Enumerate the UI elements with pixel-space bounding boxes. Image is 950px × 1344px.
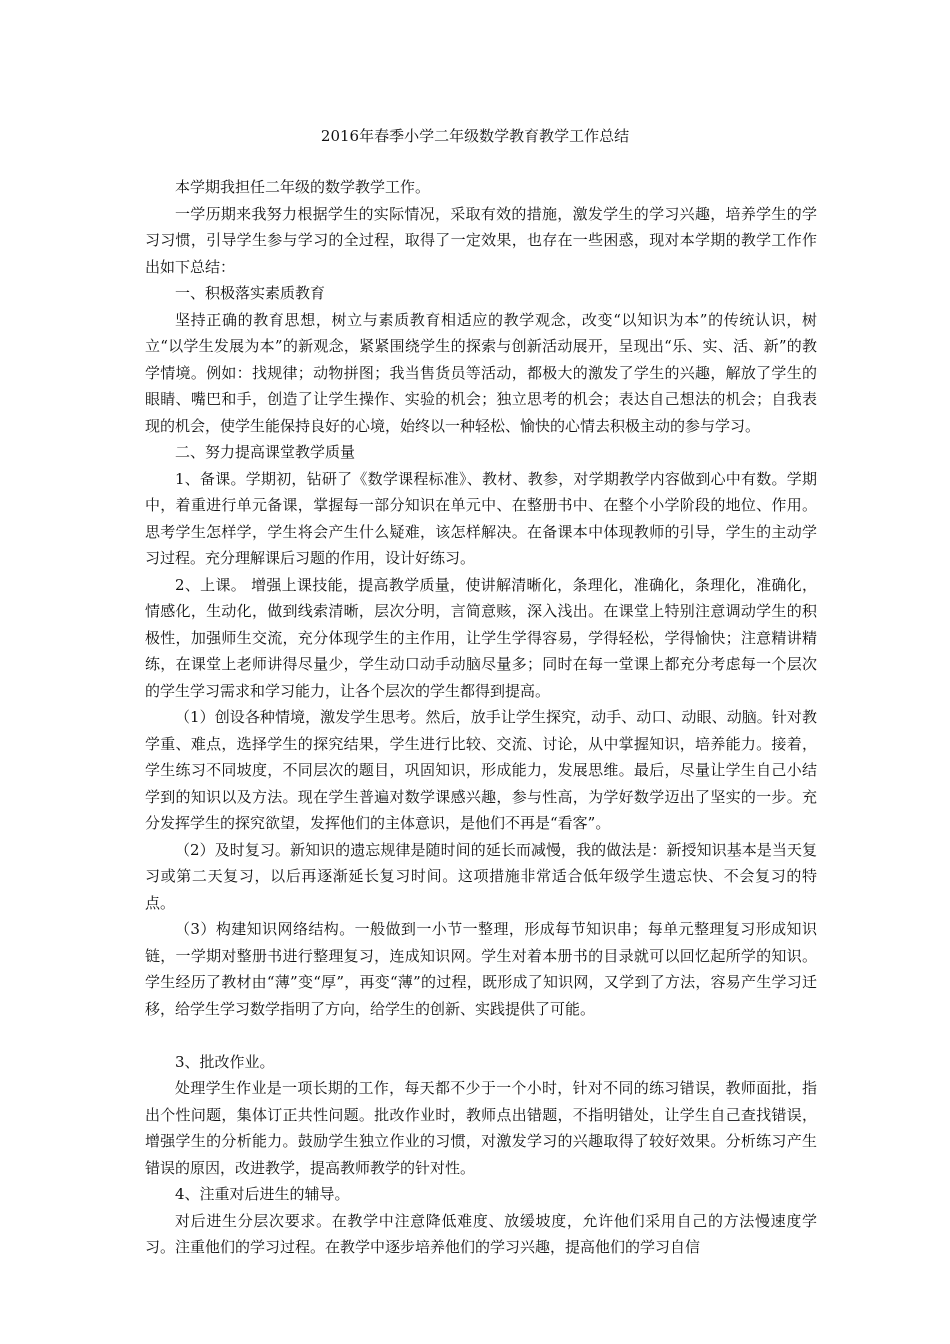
paragraph-overview: 一学历期来我努力根据学生的实际情况，采取有效的措施，激发学生的学习兴趣，培养学生的学习习惯，引导学生参与学习的全过程，取得了一定效果，也存在一些困惑，现对本学期的教学工作作出如下总结：: [145, 204, 817, 276]
document-body: [145, 174, 817, 1261]
paragraph-quality-education: 坚持正确的教育思想，树立与素质教育相适应的教学观念，改变“以知识为本”的传统认识，树立“以学生发展为本”的新观念，紧紧围绕学生的探索与创新活动展开，呈现出“乐、实、活、新”的教学情境。例如：找规律；动物拼图；我当售货员等活动，都极大的激发了学生的兴趣，解放了学生的眼睛、嘴巴和手，创造了让学生操作、实验的机会；独立思考的机会；表达自己想法的机会；自我表现的机会，使学生能保持良好的心境，始终以一种轻松、愉快的心情去积极主动的参与学习。: [145, 310, 817, 435]
paragraph-intro: 本学期我担任二年级的数学教学工作。: [175, 178, 431, 196]
subheading-tutoring: 4、注重对后进生的辅导。: [175, 1185, 350, 1203]
section-heading-1: 一、积极落实素质教育: [175, 284, 326, 302]
document-title: 2016年春季小学二年级数学教育教学工作总结: [320, 127, 630, 145]
paragraph-tutoring: 对后进生分层次要求。在教学中注意降低难度、放缓坡度，允许他们采用自己的方法慢速度学习。注重他们的学习过程。在教学中逐步培养他们的学习兴趣，提高他们的学习自信: [145, 1211, 817, 1256]
paragraph-lesson-prep: 1、备课。学期初，钻研了《数学课程标准》、教材、教参，对学期教学内容做到心中有数。学期中，着重进行单元备课，掌握每一部分知识在单元中、在整册书中、在整个小学阶段的地位、作用。思考学生怎样学，学生将会产生什么疑难，该怎样解决。在备课本中体现教师的引导，学生的主动学习过程。充分理解课后习题的作用，设计好练习。: [145, 469, 817, 567]
paragraph-teaching: 2、上课。 增强上课技能，提高教学质量，使讲解清晰化，条理化，准确化，条理化，准确化，情感化，生动化，做到线索清晰，层次分明，言简意赅，深入浅出。在课堂上特别注意调动学生的积极性，加强师生交流，充分体现学生的主作用，让学生学得容易，学得轻松，学得愉快；注意精讲精练，在课堂上老师讲得尽量少，学生动口动手动脑尽量多；同时在每一堂课上都充分考虑每一个层次的学生学习需求和学习能力，让各个层次的学生都得到提高。: [145, 575, 817, 700]
paragraph-homework: 处理学生作业是一项长期的工作，每天都不少于一个小时，针对不同的练习错误，教师面批，指出个性问题，集体订正共性问题。批改作业时，教师点出错题，不指明错处，让学生自己查找错误，增强学生的分析能力。鼓励学生独立作业的习惯，对激发学习的兴趣取得了较好效果。分析练习产生错误的原因，改进教学，提高教师教学的针对性。: [145, 1079, 817, 1177]
section-heading-2: 二、努力提高课堂教学质量: [175, 443, 356, 461]
subheading-homework: 3、批改作业。: [175, 1052, 275, 1071]
paragraph-item-3: （3）构建知识网络结构。一般做到一小节一整理，形成每节知识串；每单元整理复习形成知识链，一学期对整册书进行整理复习，连成知识网。学生对着本册书的目录就可以回忆起所学的知识。学生经历了教材由“薄”变“厚”，再变“薄”的过程，既形成了知识网，又学到了方法，容易产生学习迁移，给学生学习数学指明了方向，给学生的创新、实践提供了可能。: [145, 920, 817, 1018]
paragraph-item-2: （2）及时复习。新知识的遗忘规律是随时间的延长而减慢，我的做法是：新授知识基本是当天复习或第二天复习，以后再逐渐延长复习时间。这项措施非常适合低年级学生遗忘快、不会复习的特点。: [145, 840, 817, 912]
paragraph-item-1: （1）创设各种情境，激发学生思考。然后，放手让学生探究，动手、动口、动眼、动脑。针对教学重、难点，选择学生的探究结果，学生进行比较、交流、讨论，从中掌握知识，培养能力。接着，学生练习不同坡度，不同层次的题目，巩固知识，形成能力，发展思维。最后，尽量让学生自己小结学到的知识以及方法。现在学生普遍对数学课感兴趣，参与性高，为学好数学迈出了坚实的一步。充分发挥学生的探究欲望，发挥他们的主体意识，是他们不再是“看客”。: [145, 708, 817, 832]
